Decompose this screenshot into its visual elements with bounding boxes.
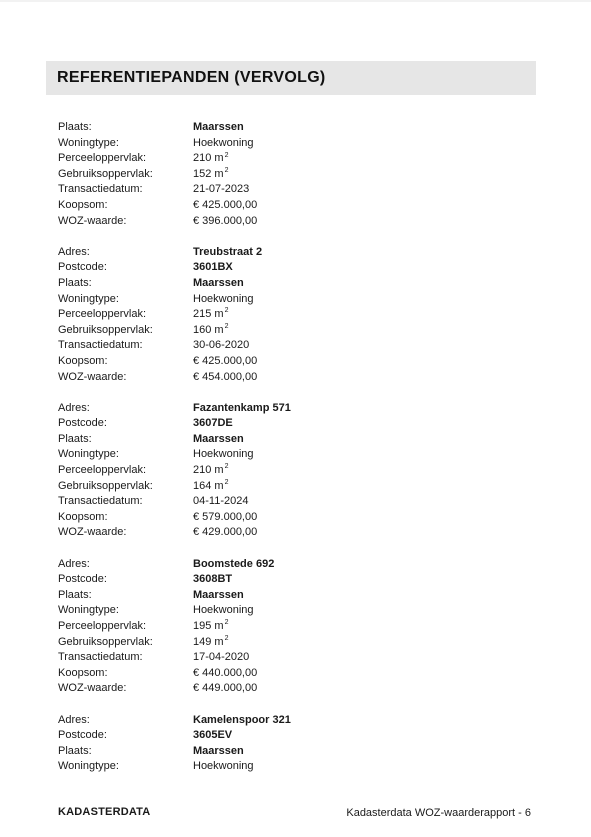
field-value	[193, 323, 228, 339]
field-value-text: Kamelenspoor 321	[193, 713, 291, 726]
unit-superscript: 2	[224, 634, 229, 642]
field-label: Postcode:	[58, 729, 107, 742]
field-value-text: 17-04-2020	[193, 651, 250, 664]
field-value-text: Maarssen	[193, 588, 244, 601]
property-field-row	[58, 728, 528, 744]
field-value	[193, 588, 244, 604]
property-field-row	[58, 245, 528, 261]
field-value	[193, 432, 244, 448]
field-label: Transactiedatum:	[58, 339, 143, 352]
unit-superscript: 2	[224, 619, 229, 627]
field-label: Postcode:	[58, 417, 107, 430]
field-value-text: 195 m	[193, 620, 224, 632]
field-label: Transactiedatum:	[58, 651, 143, 664]
field-value-text: € 440.000,00	[193, 666, 258, 679]
property-field-row	[58, 416, 528, 432]
field-value	[193, 681, 257, 697]
field-value-text: € 429.000,00	[193, 526, 258, 539]
field-value	[193, 182, 249, 198]
property-field-row	[58, 432, 528, 448]
field-value	[193, 713, 291, 729]
field-value-text: Maarssen	[193, 432, 244, 445]
property-field-row	[58, 525, 528, 541]
field-label: Plaats:	[58, 121, 92, 133]
field-value	[193, 245, 262, 261]
property-field-row	[58, 619, 528, 635]
field-label: Woningtype:	[58, 292, 119, 305]
field-label: Koopsom:	[58, 198, 108, 211]
field-label: Adres:	[58, 245, 90, 258]
field-label: Adres:	[58, 401, 90, 414]
field-value-text: 164 m	[193, 479, 224, 492]
unit-superscript: 2	[224, 479, 229, 486]
field-value-text: 3605EV	[193, 729, 233, 742]
field-value	[193, 759, 254, 775]
field-value	[193, 370, 257, 386]
field-value	[193, 416, 233, 432]
property-field-row	[58, 588, 528, 604]
reference-property	[58, 713, 528, 775]
field-label: Gebruiksoppervlak:	[58, 479, 153, 492]
reference-property	[58, 557, 528, 697]
field-label: Adres:	[58, 713, 90, 726]
field-label: Perceeloppervlak:	[58, 620, 147, 632]
property-field-row	[58, 338, 528, 354]
property-field-row	[58, 744, 528, 760]
field-label: Plaats:	[58, 276, 92, 289]
field-value-text: € 396.000,00	[193, 214, 258, 227]
page-top-edge	[0, 0, 591, 2]
field-value	[193, 307, 228, 323]
field-value	[193, 136, 254, 152]
field-value-text: € 425.000,00	[193, 354, 258, 367]
property-field-row	[58, 650, 528, 666]
field-value	[193, 494, 248, 510]
field-label: Perceeloppervlak:	[58, 308, 147, 321]
property-field-row	[58, 713, 528, 729]
unit-superscript: 2	[224, 307, 229, 315]
field-value-text: 3607DE	[193, 417, 233, 430]
property-field-row	[58, 681, 528, 697]
property-field-row	[58, 214, 528, 230]
field-value	[193, 650, 249, 666]
field-value-text: Hoekwoning	[193, 760, 254, 773]
field-value-text: Treubstraat 2	[193, 245, 263, 258]
property-field-row	[58, 463, 528, 479]
property-field-row	[58, 307, 528, 323]
property-field-row	[58, 603, 528, 619]
field-value	[193, 463, 228, 479]
property-field-row	[58, 557, 528, 573]
footer-brand: KADASTERDATA	[58, 806, 151, 818]
property-field-row	[58, 370, 528, 386]
field-value-text: 3608BT	[193, 573, 233, 586]
field-label: Adres:	[58, 557, 90, 570]
field-value-text: 215 m	[193, 308, 224, 321]
field-label: Plaats:	[58, 744, 92, 757]
property-field-row	[58, 182, 528, 198]
field-value-text: Hoekwoning	[193, 136, 254, 149]
property-field-row	[58, 292, 528, 308]
reference-property	[58, 245, 528, 385]
field-label: Woningtype:	[58, 604, 119, 617]
field-value-text: Hoekwoning	[193, 292, 254, 305]
property-field-row	[58, 572, 528, 588]
field-label: Gebruiksoppervlak:	[58, 323, 153, 336]
property-field-row	[58, 635, 528, 651]
field-label: Postcode:	[58, 261, 107, 274]
field-value	[193, 572, 232, 588]
field-value	[193, 214, 257, 230]
field-value-text: 210 m	[193, 464, 224, 477]
property-field-row	[58, 260, 528, 276]
section-title: REFERENTIEPANDEN (VERVOLG)	[57, 69, 326, 86]
field-label: WOZ-waarde:	[58, 526, 127, 539]
property-field-row	[58, 759, 528, 775]
field-label: Woningtype:	[58, 760, 119, 773]
field-label: Postcode:	[58, 573, 107, 586]
field-value-text: 149 m	[193, 635, 224, 648]
property-field-row	[58, 136, 528, 152]
field-label: Koopsom:	[58, 666, 108, 679]
field-value-text: Maarssen	[193, 276, 244, 289]
field-value	[193, 151, 228, 167]
field-value	[193, 666, 257, 682]
property-field-row	[58, 276, 528, 292]
property-field-row	[58, 494, 528, 510]
field-value-text: Hoekwoning	[193, 448, 254, 461]
field-value-text: Hoekwoning	[193, 604, 254, 617]
field-value	[193, 354, 257, 370]
field-value	[193, 447, 254, 463]
field-label: Gebruiksoppervlak:	[58, 167, 153, 180]
field-label: Koopsom:	[58, 510, 108, 523]
field-value-text: 3601BX	[193, 261, 233, 274]
field-value	[193, 557, 274, 573]
property-field-row	[58, 120, 528, 136]
field-value-text: € 449.000,00	[193, 682, 258, 695]
field-label: WOZ-waarde:	[58, 214, 127, 227]
field-value-text: € 579.000,00	[193, 510, 258, 523]
field-value	[193, 479, 228, 495]
field-value-text: 152 m	[193, 167, 224, 180]
unit-superscript: 2	[224, 323, 229, 331]
field-label: Koopsom:	[58, 354, 108, 367]
footer-page-label: Kadasterdata WOZ-waarderapport - 6	[346, 807, 531, 819]
field-value-text: 21-07-2023	[193, 183, 250, 196]
field-label: Gebruiksoppervlak:	[58, 635, 153, 648]
section-header	[46, 61, 536, 95]
property-field-row	[58, 354, 528, 370]
field-label: Woningtype:	[58, 136, 119, 149]
field-value-text: Maarssen	[193, 121, 244, 133]
property-field-row	[58, 479, 528, 495]
field-label: Woningtype:	[58, 448, 119, 461]
field-value-text: 30-06-2020	[193, 339, 250, 352]
field-value	[193, 276, 244, 292]
reference-property	[58, 401, 528, 541]
field-label: Plaats:	[58, 588, 92, 601]
field-value	[193, 198, 257, 214]
field-value	[193, 728, 232, 744]
property-field-row	[58, 401, 528, 417]
unit-superscript: 2	[224, 463, 229, 471]
field-label: Plaats:	[58, 432, 92, 445]
field-value-text: € 425.000,00	[193, 198, 258, 211]
field-value	[193, 292, 254, 308]
field-label: Perceeloppervlak:	[58, 152, 147, 165]
field-label: Transactiedatum:	[58, 183, 143, 196]
field-label: WOZ-waarde:	[58, 370, 127, 383]
field-value	[193, 619, 228, 635]
field-label: WOZ-waarde:	[58, 682, 127, 695]
field-value-text: 160 m	[193, 323, 224, 336]
unit-superscript: 2	[224, 167, 229, 175]
field-value	[193, 603, 254, 619]
property-field-row	[58, 447, 528, 463]
field-value	[193, 510, 257, 526]
field-label: Transactiedatum:	[58, 495, 143, 508]
field-value-text: Boomstede 692	[193, 557, 275, 570]
field-value-text: Fazantenkamp 571	[193, 401, 291, 414]
field-value-text: Maarssen	[193, 744, 244, 757]
field-label: Perceeloppervlak:	[58, 464, 147, 477]
property-field-row	[58, 666, 528, 682]
field-value	[193, 525, 257, 541]
reference-properties-list	[58, 120, 528, 791]
field-value	[193, 744, 244, 760]
property-field-row	[58, 167, 528, 183]
property-field-row	[58, 151, 528, 167]
property-field-row	[58, 510, 528, 526]
field-value-text: 210 m	[193, 152, 224, 165]
field-value	[193, 120, 244, 136]
unit-superscript: 2	[224, 151, 229, 159]
field-value	[193, 338, 249, 354]
field-value	[193, 260, 233, 276]
reference-property	[58, 120, 528, 229]
field-value-text: € 454.000,00	[193, 370, 258, 383]
property-field-row	[58, 198, 528, 214]
field-value	[193, 635, 228, 651]
field-value-text: 04-11-2024	[193, 495, 249, 508]
field-value	[193, 167, 228, 183]
field-value	[193, 401, 291, 417]
property-field-row	[58, 323, 528, 339]
